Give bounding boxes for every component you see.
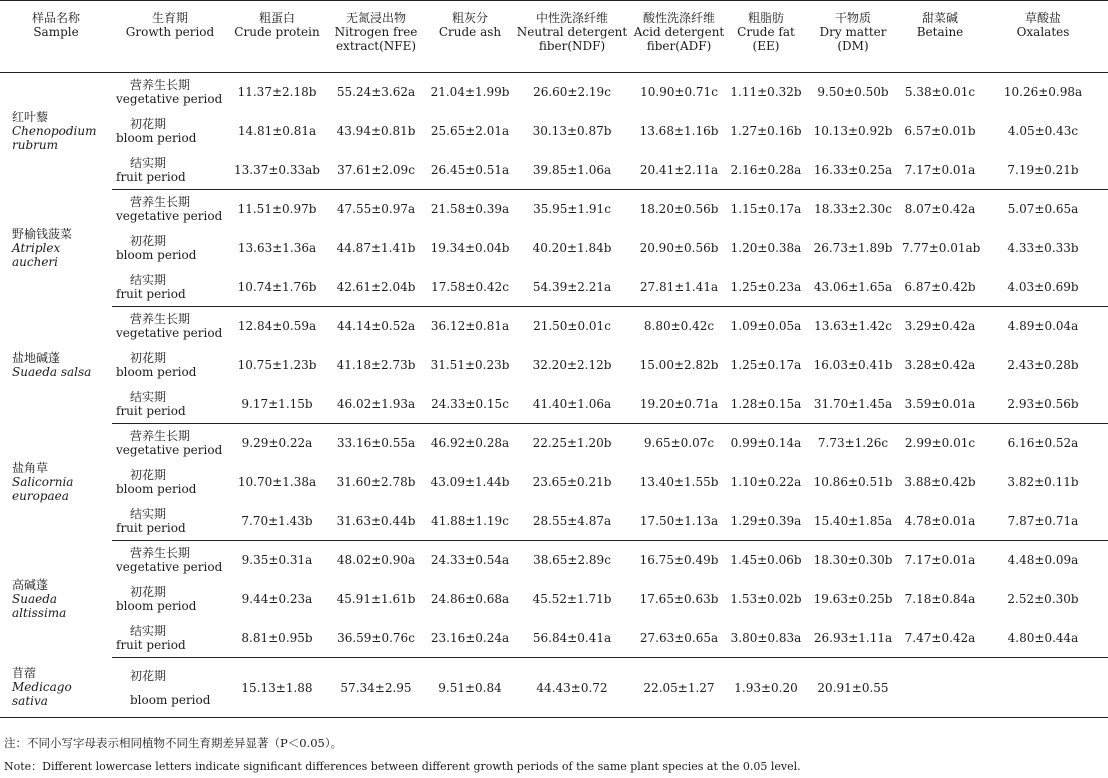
note-chinese: 注：不同小写字母表示相同植物不同生育期差异显著（P＜0.05）。 [4, 736, 343, 750]
value-cell: 21.04±1.99b [430, 85, 510, 100]
value-cell: 41.18±2.73b [336, 358, 416, 372]
column-header [630, 1, 728, 73]
value-cell: 10.74±1.76b [228, 268, 326, 307]
value-cell: 2.16±0.28a [728, 151, 804, 190]
value-cell: 1.45±0.06b [730, 553, 802, 568]
value-cell: 1.27±0.16b [730, 124, 802, 138]
value-cell: 7.70±1.43b [228, 502, 326, 541]
column-header [978, 1, 1108, 73]
value-cell: 21.50±0.01c [533, 319, 611, 334]
value-cell: 13.37±0.33ab [228, 151, 326, 190]
species-scientific-name: Chenopodium [12, 124, 97, 139]
value-cell: 4.33±0.33b [1007, 241, 1079, 255]
growth-period-cell [112, 346, 228, 385]
growth-period-en: vegetative period [116, 209, 223, 224]
species-scientific-name: Medicago [12, 680, 72, 695]
value-cell: 5.38±0.01c [904, 85, 976, 100]
column-header-en-2: fiber(NDF) [538, 39, 606, 53]
table-row [0, 151, 1108, 190]
value-cell: 21.58±0.39a [430, 202, 510, 217]
table-row [0, 463, 1108, 502]
growth-period-zh: 初花期 [130, 234, 167, 248]
value-cell: 7.17±0.01a [904, 553, 976, 568]
value-cell: 7.17±0.01a [902, 151, 978, 190]
species-scientific-name: Suaeda salsa [12, 365, 92, 379]
value-cell: 9.29±0.22a [241, 436, 313, 451]
growth-period-en: bloom period [116, 482, 197, 496]
species-scientific-name-2: sativa [12, 694, 48, 709]
value-cell: 46.02±1.93a [326, 385, 426, 424]
table-row [0, 229, 1108, 268]
species-scientific-name-2: aucheri [12, 255, 59, 269]
species-scientific-name-2: altissima [12, 606, 67, 620]
value-cell: 24.33±0.15c [426, 385, 514, 424]
column-header-en-2: (EE) [752, 39, 780, 53]
value-cell: 17.58±0.42c [426, 268, 514, 307]
value-cell: 8.80±0.42c [643, 319, 715, 334]
value-cell: 45.52±1.71b [532, 592, 612, 606]
column-header-en: Neutral detergent [516, 25, 628, 39]
value-cell: 18.30±0.30b [813, 553, 893, 568]
value-cell: 13.63±1.42c [814, 319, 892, 334]
value-cell: 1.11±0.32b [730, 85, 802, 100]
value-cell: 8.81±0.95b [228, 619, 326, 658]
table-row [0, 619, 1108, 658]
value-cell: 44.87±1.41b [336, 241, 416, 255]
species-cell [0, 541, 112, 658]
species-cell [0, 424, 112, 541]
value-cell: 16.33±0.25a [804, 151, 902, 190]
column-header-zh: 甜菜碱 [921, 11, 958, 25]
growth-period-cell [112, 268, 228, 307]
growth-period-en: vegetative period [116, 92, 223, 107]
value-cell: 41.40±1.06a [514, 385, 630, 424]
value-cell: 1.09±0.05a [730, 319, 802, 334]
header-row [0, 1, 1108, 73]
column-header-zh: 干物质 [834, 11, 871, 25]
growth-period-cell [112, 541, 228, 580]
value-cell: 41.88±1.19c [426, 502, 514, 541]
column-header-en: Acid detergent [633, 25, 725, 39]
growth-period-cell [112, 619, 228, 658]
value-cell: 44.43±0.72 [514, 658, 630, 718]
column-header-en: Betaine [916, 25, 964, 39]
column-header-en: Crude protein [234, 25, 320, 39]
growth-period-zh: 营养生长期 [130, 312, 191, 327]
value-cell: 27.63±0.65a [630, 619, 728, 658]
value-cell: 2.93±0.56b [978, 385, 1108, 424]
table-header [0, 1, 1108, 73]
value-cell: 8.07±0.42a [904, 202, 976, 217]
value-cell: 10.13±0.92b [813, 124, 893, 138]
species-scientific-name: Suaeda [12, 592, 58, 606]
value-cell: 19.20±0.71a [630, 385, 728, 424]
value-cell: 57.34±2.95 [326, 658, 426, 718]
note-english: Note：Different lowercase letters indicate significant differences between different growth periods of the same plant species at the 0.05 level. [4, 760, 801, 773]
growth-period-cell [112, 463, 228, 502]
value-cell: 25.65±2.01a [430, 124, 510, 138]
value-cell: 54.39±2.21a [514, 268, 630, 307]
value-cell: 10.90±0.71c [640, 85, 718, 100]
value-cell: 20.90±0.56b [639, 241, 719, 255]
growth-period-en: bloom period [116, 248, 197, 262]
column-header [728, 1, 804, 73]
growth-period-zh: 结实期 [130, 506, 167, 521]
growth-period-zh: 结实期 [130, 623, 167, 638]
column-header [514, 1, 630, 73]
value-cell: 13.68±1.16b [639, 124, 719, 138]
value-cell: 7.18±0.84a [904, 592, 976, 606]
table-row [0, 385, 1108, 424]
growth-period-en: fruit period [116, 403, 186, 418]
value-cell: 20.41±2.11a [630, 151, 728, 190]
column-header [902, 1, 978, 73]
growth-period-cell [112, 112, 228, 151]
value-cell: 3.82±0.11b [1007, 475, 1079, 489]
column-header-zh: 中性洗涤纤维 [535, 11, 608, 25]
species-cell [0, 658, 112, 718]
value-cell: 1.29±0.39a [728, 502, 804, 541]
value-cell: 45.91±1.61b [336, 592, 416, 606]
value-cell: 10.86±0.51b [813, 475, 893, 489]
value-cell: 55.24±3.62a [336, 85, 416, 100]
column-header-zh: 草酸盐 [1024, 11, 1061, 25]
column-header-zh: 粗脂肪 [747, 11, 784, 25]
value-cell: 0.99±0.14a [730, 436, 802, 451]
value-cell: 26.73±1.89b [813, 241, 893, 255]
value-cell: 6.16±0.52a [1007, 436, 1079, 451]
growth-period-en: fruit period [116, 286, 186, 301]
value-cell: 26.60±2.19c [533, 85, 611, 100]
column-header [804, 1, 902, 73]
species-scientific-name: Salicornia [12, 475, 74, 489]
value-cell: 7.73±1.26c [817, 436, 889, 451]
growth-period-zh: 营养生长期 [130, 546, 191, 561]
growth-period-zh: 营养生长期 [130, 195, 191, 210]
column-header-zh: 酸性洗涤纤维 [642, 11, 715, 25]
value-cell: 2.43±0.28b [1007, 358, 1079, 372]
value-cell: 12.84±0.59a [237, 319, 317, 334]
table-row [0, 580, 1108, 619]
value-cell: 26.45±0.51a [426, 151, 514, 190]
value-cell [902, 658, 978, 718]
growth-period-cell [112, 424, 228, 463]
species-scientific-name-2: europaea [12, 489, 69, 503]
table-body [0, 73, 1108, 718]
column-header-en: Crude ash [438, 25, 502, 39]
species-name-zh: 红叶藜 [12, 110, 49, 125]
growth-period-en: vegetative period [116, 560, 223, 575]
table-row [0, 424, 1108, 463]
column-header [426, 1, 514, 73]
value-cell: 26.93±1.11a [804, 619, 902, 658]
value-cell: 3.29±0.42a [904, 319, 976, 334]
value-cell: 4.48±0.09a [1007, 553, 1079, 568]
value-cell: 31.63±0.44b [326, 502, 426, 541]
value-cell: 7.87±0.71a [978, 502, 1108, 541]
value-cell: 3.80±0.83a [728, 619, 804, 658]
value-cell: 38.65±2.89c [533, 553, 611, 568]
value-cell: 16.03±0.41b [813, 358, 893, 372]
growth-period-en: fruit period [116, 169, 186, 184]
growth-period-zh: 结实期 [130, 389, 167, 404]
species-name-zh: 苜蓿 [12, 666, 37, 681]
table-row [0, 268, 1108, 307]
value-cell: 3.28±0.42a [904, 358, 976, 372]
column-header-zh: 粗蛋白 [258, 11, 295, 25]
growth-period-zh: 营养生长期 [130, 78, 191, 93]
value-cell: 6.87±0.42b [902, 268, 978, 307]
value-cell: 15.13±1.88 [228, 658, 326, 718]
growth-period-cell [112, 73, 228, 112]
value-cell: 36.12±0.81a [430, 319, 510, 334]
growth-period-zh: 初花期 [130, 668, 167, 683]
value-cell: 4.80±0.44a [978, 619, 1108, 658]
growth-period-en: fruit period [116, 520, 186, 535]
species-cell [0, 307, 112, 424]
growth-period-zh: 初花期 [130, 117, 167, 131]
value-cell: 1.25±0.17a [730, 358, 802, 372]
value-cell: 3.59±0.01a [902, 385, 978, 424]
value-cell: 27.81±1.41a [630, 268, 728, 307]
growth-period-cell [112, 580, 228, 619]
value-cell: 15.00±2.82b [639, 358, 719, 372]
value-cell: 6.57±0.01b [904, 124, 976, 138]
value-cell: 11.37±2.18b [237, 85, 317, 100]
growth-period-en: bloom period [116, 131, 197, 145]
value-cell: 1.20±0.38a [730, 241, 802, 255]
value-cell: 24.86±0.68a [430, 592, 510, 606]
value-cell: 4.05±0.43c [1007, 124, 1079, 138]
value-cell: 43.09±1.44b [430, 475, 510, 489]
growth-period-cell [112, 307, 228, 346]
growth-period-cell [112, 385, 228, 424]
value-cell: 43.06±1.65a [804, 268, 902, 307]
value-cell: 9.50±0.50b [817, 85, 889, 100]
species-name-zh: 盐地碱蓬 [12, 351, 61, 365]
column-header-en: Dry matter [819, 25, 887, 39]
value-cell: 47.55±0.97a [336, 202, 416, 217]
growth-period-en: vegetative period [116, 443, 223, 458]
value-cell: 7.77±0.01ab [902, 241, 981, 255]
value-cell: 56.84±0.41a [514, 619, 630, 658]
value-cell: 32.20±2.12b [532, 358, 612, 372]
column-header-zh: 无氮浸出物 [345, 11, 406, 25]
value-cell: 30.13±0.87b [532, 124, 612, 138]
value-cell: 31.70±1.45a [804, 385, 902, 424]
value-cell: 14.81±0.81a [237, 124, 317, 138]
value-cell: 10.70±1.38a [237, 475, 317, 489]
value-cell: 31.51±0.23b [430, 358, 510, 372]
value-cell: 37.61±2.09c [326, 151, 426, 190]
value-cell: 1.28±0.15a [728, 385, 804, 424]
growth-period-zh: 初花期 [130, 585, 167, 599]
value-cell: 23.65±0.21b [532, 475, 612, 489]
growth-period-en: bloom period [116, 365, 197, 379]
value-cell: 9.44±0.23a [241, 592, 313, 606]
value-cell: 9.65±0.07c [643, 436, 715, 451]
value-cell: 7.19±0.21b [978, 151, 1108, 190]
value-cell: 13.40±1.55b [639, 475, 719, 489]
column-header-zh: 样品名称 [31, 11, 80, 25]
growth-period-zh: 结实期 [130, 155, 167, 170]
species-scientific-name: Atriplex [12, 241, 61, 255]
column-header [326, 1, 426, 73]
value-cell: 17.65±0.63b [639, 592, 719, 606]
value-cell: 43.94±0.81b [336, 124, 416, 138]
growth-period-cell [112, 151, 228, 190]
growth-period-zh: 初花期 [130, 351, 167, 365]
value-cell: 46.92±0.28a [430, 436, 510, 451]
value-cell: 18.20±0.56b [639, 202, 719, 217]
growth-period-en: fruit period [116, 637, 186, 652]
column-header-en: Nitrogen free [334, 25, 418, 39]
value-cell: 31.60±2.78b [336, 475, 416, 489]
value-cell: 13.63±1.36a [237, 241, 317, 255]
value-cell: 11.51±0.97b [237, 202, 317, 217]
value-cell: 5.07±0.65a [1007, 202, 1079, 217]
column-header-en-2: fiber(ADF) [646, 39, 712, 53]
growth-period-en: bloom period [116, 599, 197, 613]
growth-period-cell [112, 502, 228, 541]
species-name-zh: 野榆钱菠菜 [12, 227, 73, 241]
value-cell: 9.35±0.31a [241, 553, 313, 568]
value-cell: 1.53±0.02b [730, 592, 802, 606]
value-cell: 19.63±0.25b [813, 592, 893, 606]
growth-period-cell [112, 229, 228, 268]
value-cell: 28.55±4.87a [514, 502, 630, 541]
column-header-en: Sample [33, 25, 79, 39]
growth-period-zh: 营养生长期 [130, 429, 191, 444]
column-header-en: Crude fat [737, 25, 795, 39]
table-row [0, 307, 1108, 346]
value-cell: 9.17±1.15b [228, 385, 326, 424]
column-header-en-2: (DM) [837, 39, 869, 53]
species-name-zh: 高碱蓬 [12, 578, 49, 592]
table-row-medicago [0, 658, 1108, 718]
value-cell: 44.14±0.52a [336, 319, 416, 334]
growth-period-zh: 结实期 [130, 272, 167, 287]
value-cell: 1.93±0.20 [728, 658, 804, 718]
value-cell: 1.15±0.17a [730, 202, 802, 217]
value-cell: 1.25±0.23a [728, 268, 804, 307]
value-cell: 36.59±0.76c [326, 619, 426, 658]
column-header-en-2: extract(NFE) [335, 39, 417, 53]
value-cell: 7.47±0.42a [902, 619, 978, 658]
value-cell: 20.91±0.55 [804, 658, 902, 718]
value-cell: 35.95±1.91c [533, 202, 611, 217]
value-cell: 18.33±2.30c [814, 202, 892, 217]
column-header [228, 1, 326, 73]
value-cell: 39.85±1.06a [514, 151, 630, 190]
value-cell: 42.61±2.04b [326, 268, 426, 307]
value-cell: 3.88±0.42b [904, 475, 976, 489]
species-cell [0, 190, 112, 307]
value-cell: 10.75±1.23b [237, 358, 317, 372]
value-cell: 48.02±0.90a [336, 553, 416, 568]
value-cell: 22.25±1.20b [532, 436, 612, 451]
value-cell: 2.99±0.01c [904, 436, 976, 451]
value-cell: 33.16±0.55a [336, 436, 416, 451]
growth-period-cell [112, 658, 228, 718]
table-row [0, 112, 1108, 151]
table-row [0, 190, 1108, 229]
value-cell [978, 658, 1108, 718]
column-header [112, 1, 228, 73]
column-header [0, 1, 112, 73]
value-cell: 19.34±0.04b [430, 241, 510, 255]
value-cell: 15.40±1.85a [804, 502, 902, 541]
growth-period-en: vegetative period [116, 326, 223, 341]
table-row [0, 346, 1108, 385]
value-cell: 1.10±0.22a [730, 475, 802, 489]
column-header-zh: 粗灰分 [451, 11, 488, 25]
value-cell: 17.50±1.13a [630, 502, 728, 541]
growth-period-zh: 初花期 [130, 468, 167, 482]
value-cell: 4.89±0.04a [1007, 319, 1079, 334]
table-row [0, 73, 1108, 112]
value-cell: 4.78±0.01a [902, 502, 978, 541]
growth-period-cell [112, 190, 228, 229]
value-cell: 40.20±1.84b [532, 241, 612, 255]
column-header-zh: 生育期 [151, 11, 188, 25]
table-row [0, 541, 1108, 580]
species-scientific-name-2: rubrum [12, 138, 58, 153]
growth-period-en: bloom period [130, 692, 211, 707]
species-name-zh: 盐角草 [12, 461, 49, 475]
value-cell: 24.33±0.54a [430, 553, 510, 568]
table-row [0, 502, 1108, 541]
species-cell [0, 73, 112, 190]
value-cell: 10.26±0.98a [1003, 85, 1083, 100]
value-cell: 23.16±0.24a [426, 619, 514, 658]
value-cell: 2.52±0.30b [1007, 592, 1079, 606]
column-header-en: Oxalates [1016, 25, 1070, 39]
value-cell: 16.75±0.49b [639, 553, 719, 568]
value-cell: 4.03±0.69b [978, 268, 1108, 307]
value-cell: 9.51±0.84 [426, 658, 514, 718]
column-header-en: Growth period [125, 25, 215, 39]
value-cell: 22.05±1.27 [630, 658, 728, 718]
